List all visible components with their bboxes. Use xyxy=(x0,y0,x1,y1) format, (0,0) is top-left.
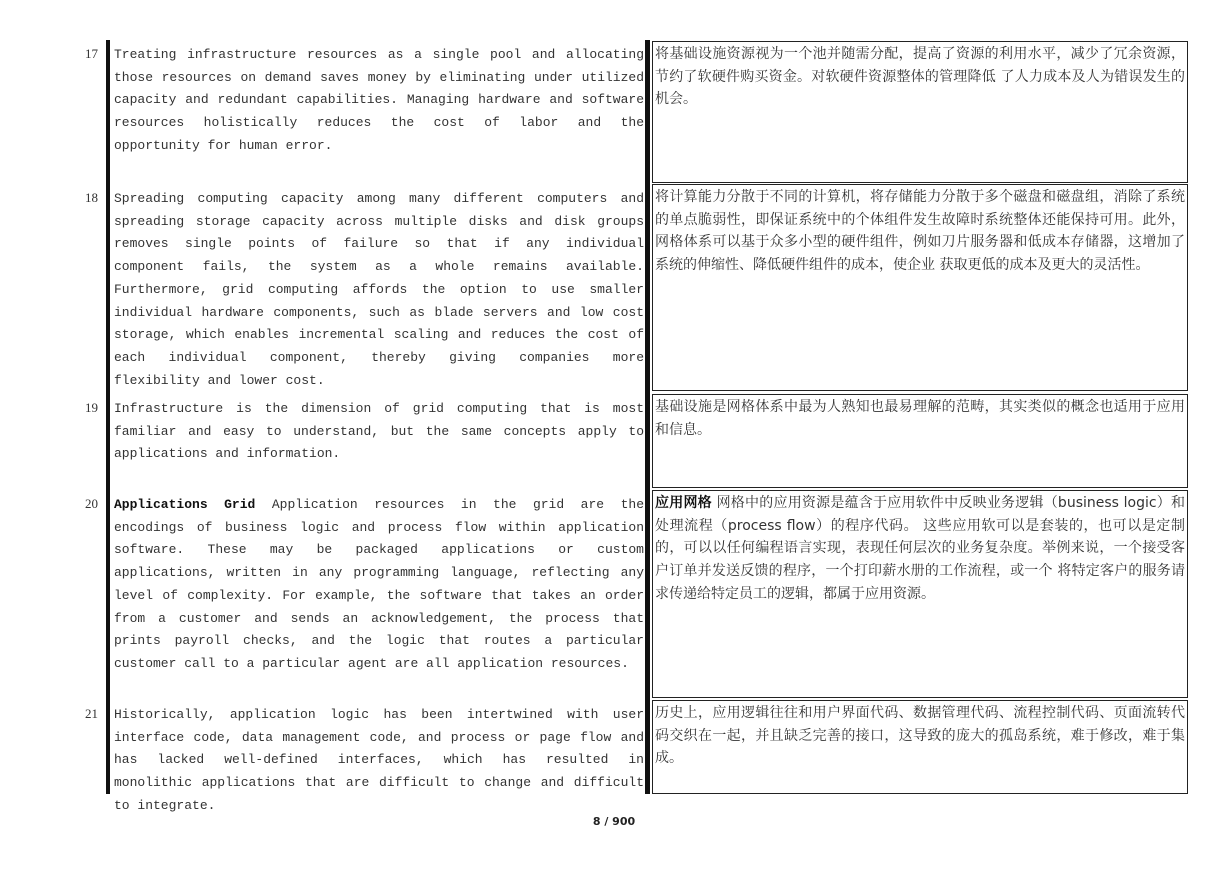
chinese-text: 历史上，应用逻辑往往和用户界面代码、数据管理代码、流程控制代码、页面流转代码交织在一起，并且缺乏完善的接口，这导致的庞大的孤岛系统，难于修改，难于集成。 xyxy=(655,705,1185,767)
row-number: 18 xyxy=(85,190,98,205)
left-vertical-rule xyxy=(106,40,110,794)
chinese-text: 将计算能力分散于不同的计算机，将存储能力分散于多个磁盘和磁盘组，消除了系统的单点脆弱性，即保证系统中的个体组件发生故障时系统整体还能保持可用。此外，网格体系可以基于众多小型的硬件组件，例如刀片服务器和低成本存储器，这增加了系统的伸缩性、降低硬件组件的成本，使企业 获取更低的成本及更大的灵活性。 xyxy=(655,189,1185,274)
chinese-translation-box xyxy=(652,394,1188,488)
row-number: 17 xyxy=(85,46,98,61)
english-text: Treating infrastructure resources as a single pool and allocating those resources on demand saves money by eliminating under utilized capacity and redundant capabilities. Managing hardware and software resources holistically reduces the cost of labor and the opportunity for human error. xyxy=(114,47,644,153)
chinese-translation-box xyxy=(652,490,1188,698)
english-paragraph xyxy=(114,44,644,158)
english-text: Application resources in the grid are the encodings of business logic and process flow within application software. These may be packaged applications or custom applications, written in any programming language, reflecting any level of complexity. For example, the software that takes an order from a customer and sends an acknowledgement, the process that prints payroll checks, and the logic that routes a particular customer call to a particular agent are all application resources. xyxy=(114,497,645,671)
row-number: 19 xyxy=(85,400,98,415)
english-paragraph xyxy=(114,188,644,392)
chinese-text: 网格中的应用资源是蕴含于应用软件中反映业务逻辑（business logic）和处理流程（process flow）的程序代码。 这些应用软可以是套装的，也可以是定制的，可以以任何编程语言实现，表现任何层次的业务复杂度。举例来说，一个接受客户订单并发送反馈的程序，一个打印薪水册的工作流程，或一个 将特定客户的服务请求传递给特定员工的逻辑，都属于应用资源。 xyxy=(655,495,1185,602)
english-paragraph xyxy=(114,494,644,676)
chinese-text: 基础设施是网格体系中最为人熟知也最易理解的范畴，其实类似的概念也适用于应用和信息。 xyxy=(655,399,1185,438)
center-vertical-rule xyxy=(645,40,650,794)
chinese-translation-box xyxy=(652,700,1188,794)
english-text: Historically, application logic has been intertwined with user interface code, data management code, and process or page flow and has lacked well-defined interfaces, which has resulted in monolithic applications that are difficult to change and difficult to integrate. xyxy=(114,707,644,813)
row-number: 21 xyxy=(85,706,98,721)
english-term: Applications Grid xyxy=(114,497,256,512)
english-paragraph xyxy=(114,398,644,466)
english-paragraph xyxy=(114,704,644,818)
row-number: 20 xyxy=(85,496,98,511)
english-text: Infrastructure is the dimension of grid computing that is most familiar and easy to understand, but the same concepts apply to applications and information. xyxy=(114,401,644,462)
chinese-text: 将基础设施资源视为一个池并随需分配，提高了资源的利用水平，减少了冗余资源，节约了软硬件购买资金。对软硬件资源整体的管理降低 了人力成本及人为错误发生的机会。 xyxy=(655,46,1185,108)
chinese-translation-box xyxy=(652,41,1188,183)
chinese-translation-box xyxy=(652,184,1188,391)
english-text: Spreading computing capacity among many different computers and spreading storage capacity across multiple disks and disk groups removes single points of failure so that if any individual component fails, the system as a whole remains available. Furthermore, grid computing affords the option to use smaller individual hardware components, such as blade servers and low cost storage, which enables incremental scaling and reduces the cost of each individual component, thereby giving companies more flexibility and lower cost. xyxy=(114,191,644,388)
page-indicator: 8 / 900 xyxy=(592,815,636,828)
chinese-term: 应用网格 xyxy=(655,495,712,511)
